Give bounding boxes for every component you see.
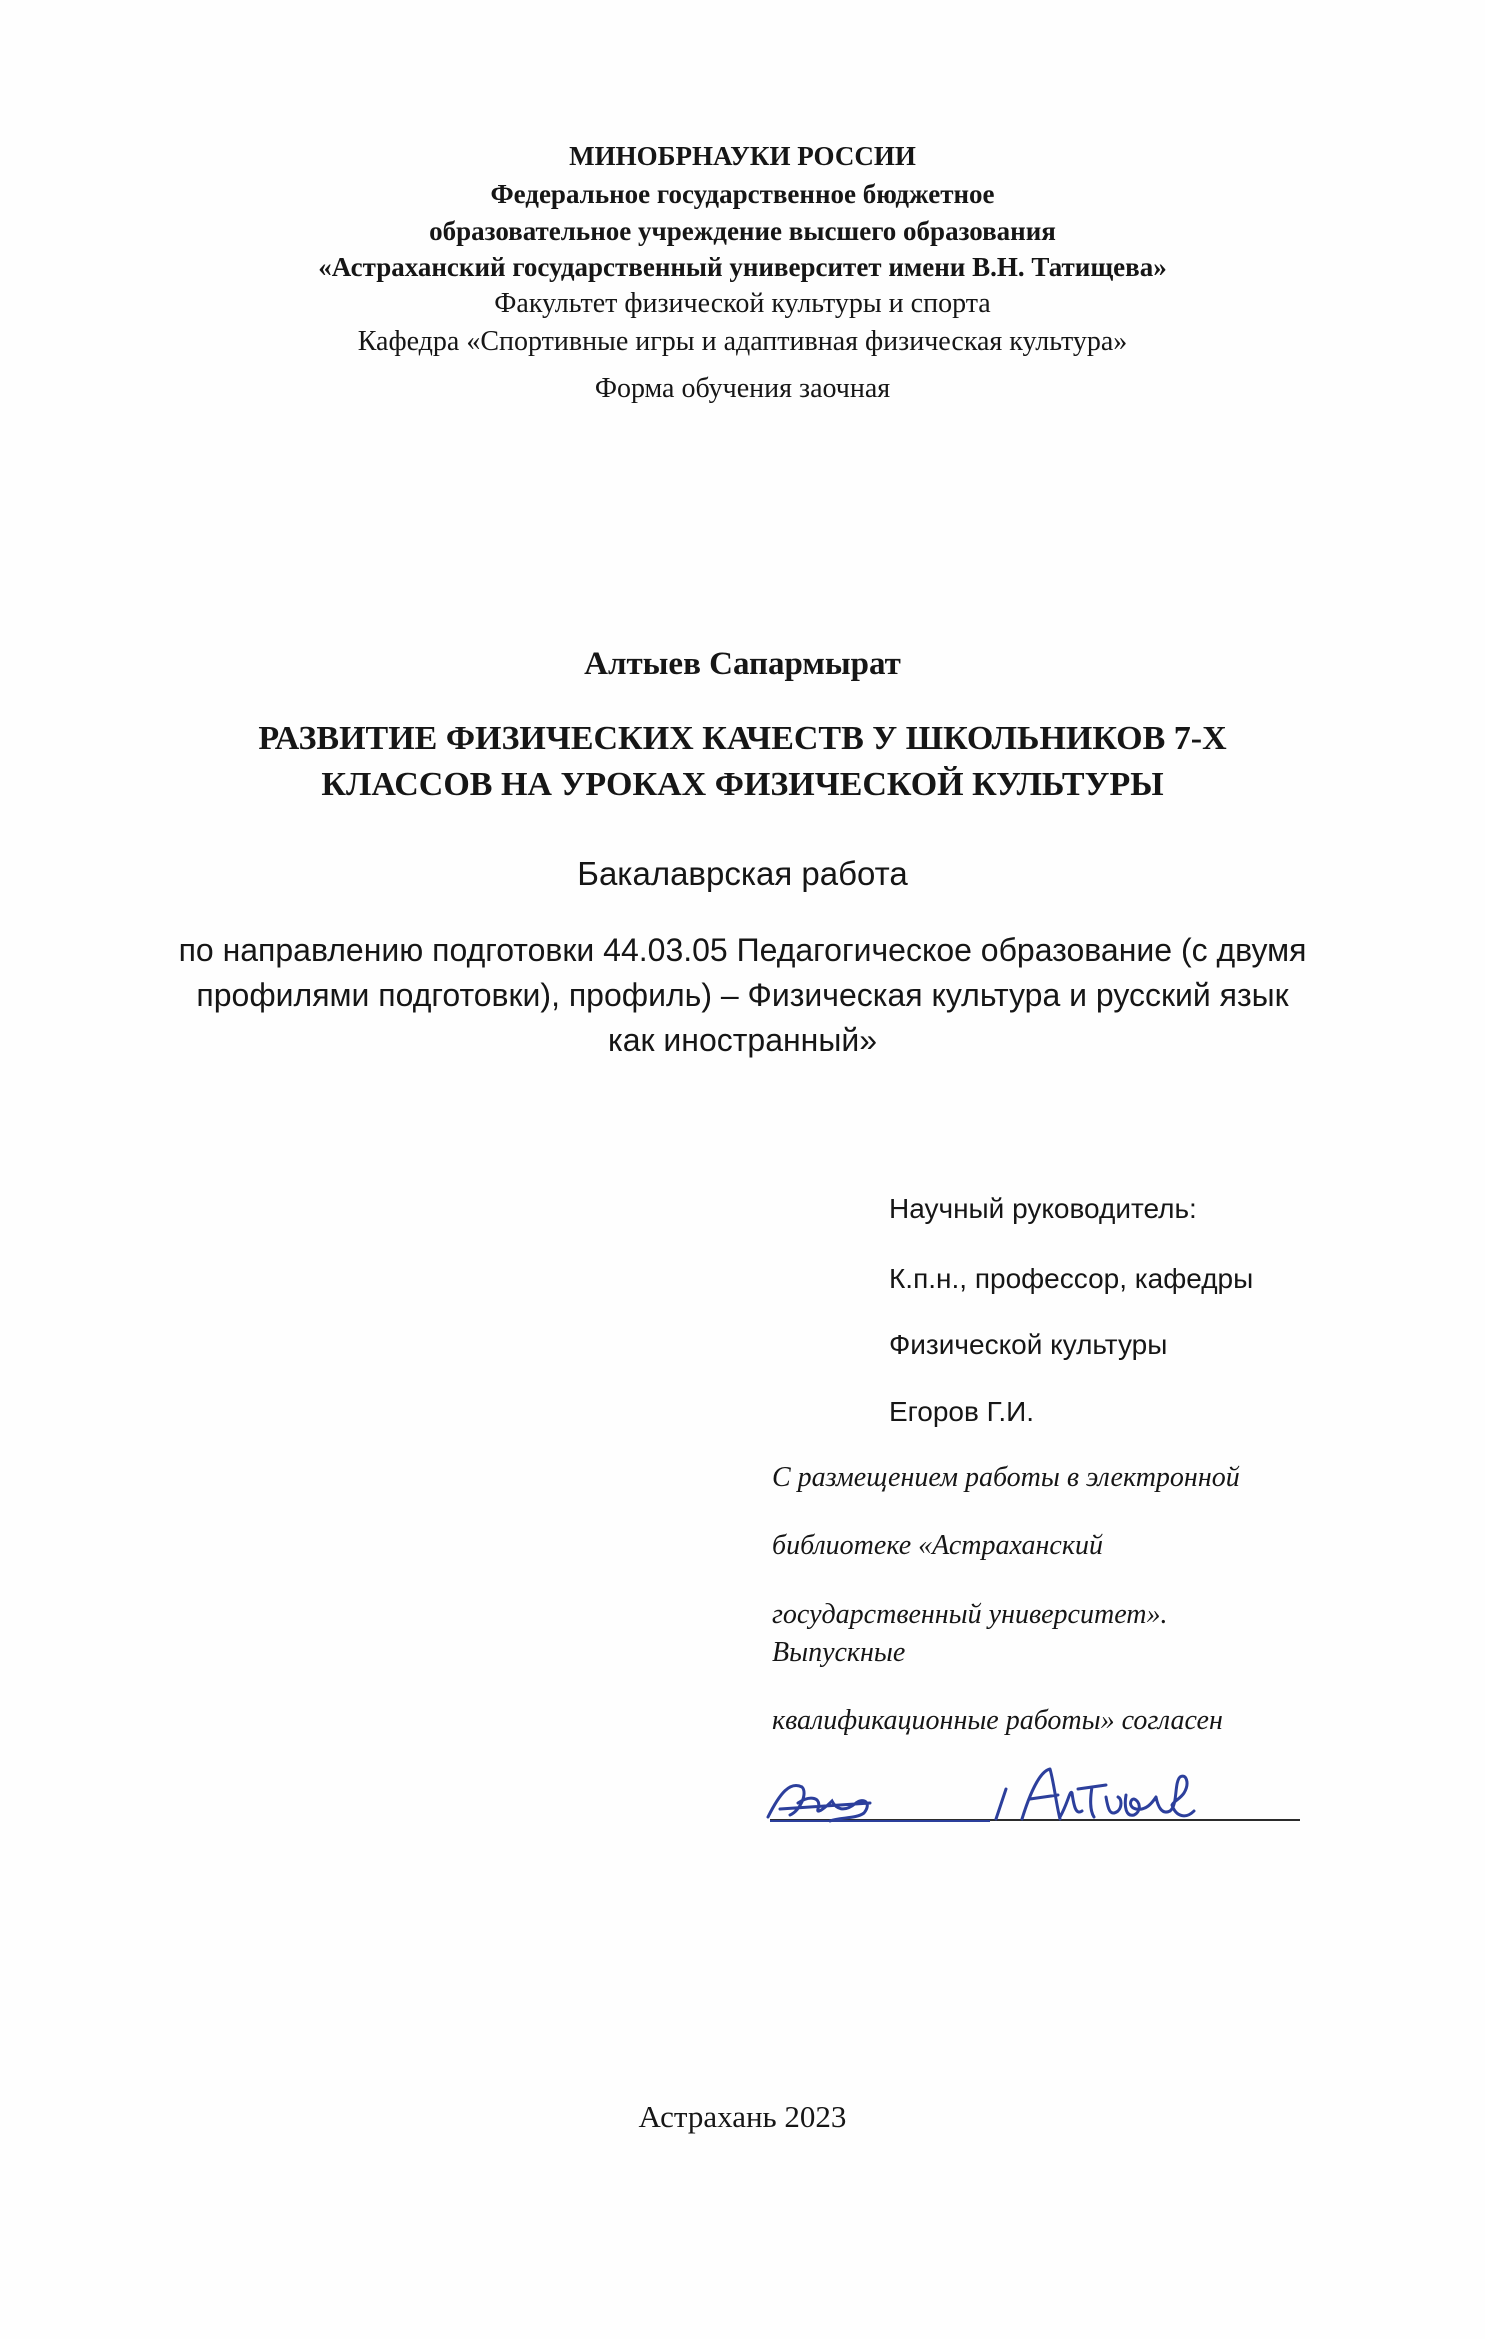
consent-text-line: государственный университет».: [772, 1599, 1168, 1630]
faculty-name: Факультет физической культуры и спорта: [494, 288, 991, 319]
institution-type: образовательное учреждение высшего образования: [429, 216, 1056, 246]
consent-text-line: библиотеке «Астраханский: [772, 1530, 1103, 1561]
consent-text-line: квалификационные работы» согласен: [772, 1705, 1223, 1736]
supervisor-name: Егоров Г.И.: [889, 1396, 1035, 1427]
signature-icon: [760, 1763, 1305, 1833]
thesis-title-line: КЛАССОВ НА УРОКАХ ФИЗИЧЕСКОЙ КУЛЬТУРЫ: [321, 766, 1164, 803]
consent-text-line: Выпускные: [772, 1637, 906, 1668]
university-name: «Астраханский государственный университет имени В.Н. Татищева»: [318, 252, 1167, 282]
city-year: Астрахань 2023: [638, 2099, 847, 2134]
author-name: Алтыев Сапармырат: [584, 646, 901, 682]
thesis-title: [0, 716, 1485, 808]
work-type: Бакалаврская работа: [577, 855, 908, 892]
supervisor-department: Физической культуры: [889, 1329, 1168, 1360]
thesis-title-line: РАЗВИТИЕ ФИЗИЧЕСКИХ КАЧЕСТВ У ШКОЛЬНИКОВ 7-Х: [258, 720, 1227, 757]
study-direction-line: как иностранный»: [608, 1022, 877, 1058]
department-name: Кафедра «Спортивные игры и адаптивная физическая культура»: [357, 326, 1128, 357]
study-direction-line: по направлению подготовки 44.03.05 Педагогическое образование (с двумя: [178, 932, 1307, 968]
supervisor-label: Научный руководитель:: [889, 1193, 1197, 1224]
ministry-name: МИНОБРНАУКИ РОССИИ: [569, 141, 916, 171]
supervisor-degree: К.п.н., профессор, кафедры: [889, 1263, 1254, 1294]
study-form: Форма обучения заочная: [594, 373, 891, 404]
study-direction: [0, 928, 1485, 1063]
consent-text-line: С размещением работы в электронной: [772, 1462, 1240, 1493]
institution-status: Федеральное государственное бюджетное: [490, 179, 995, 209]
signature-block: [760, 1763, 1305, 1833]
study-direction-line: профилями подготовки), профиль) – Физическая культура и русский язык: [196, 977, 1289, 1013]
